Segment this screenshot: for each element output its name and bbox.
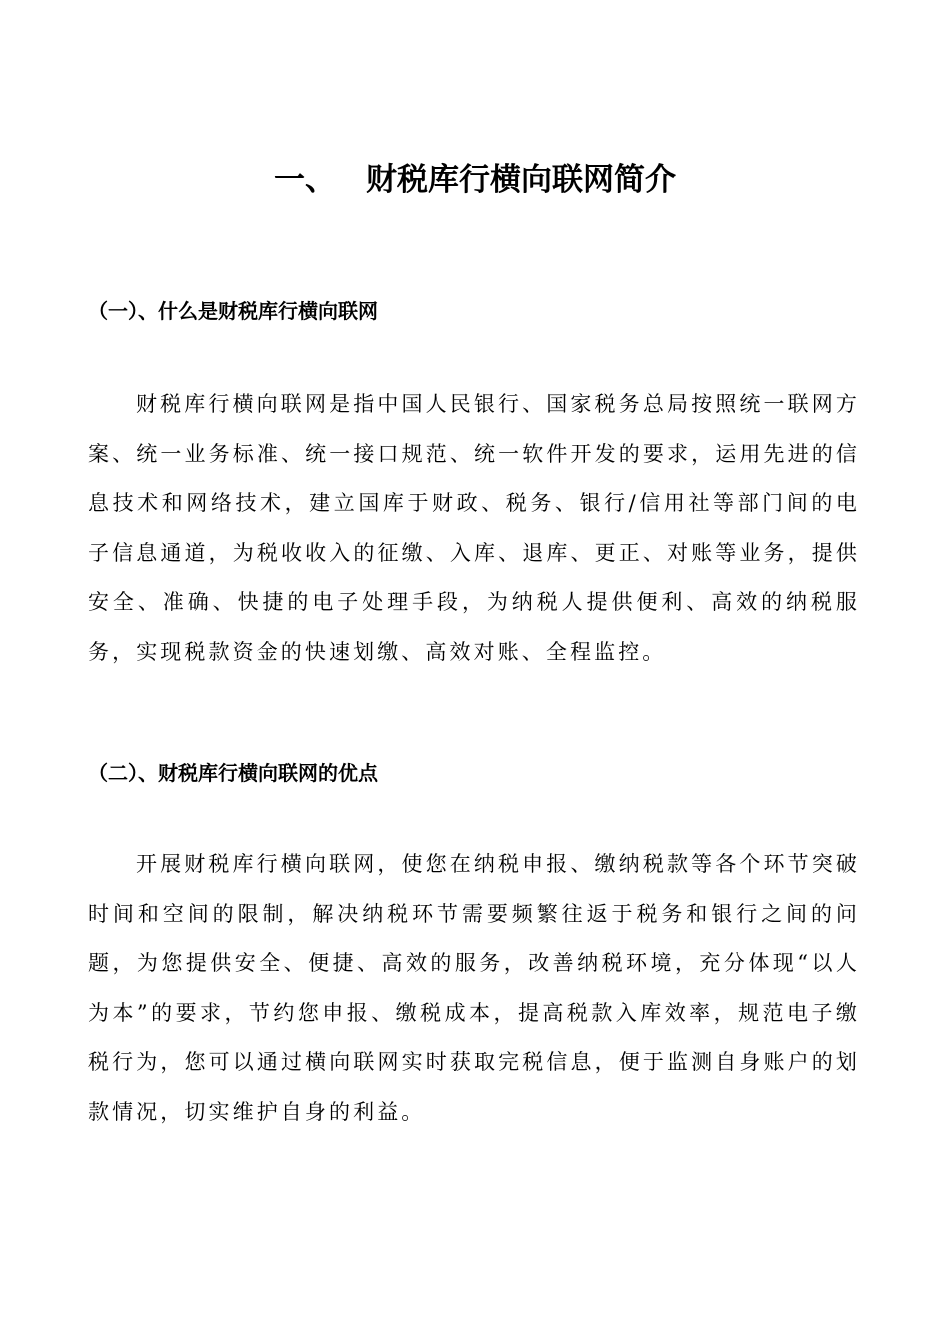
page-title	[0, 152, 950, 208]
section-body-1: 财税库行横向联网是指中国人民银行、国家税务总局按照统一联网方案、统一业务标准、统一接口规范、统一软件开发的要求，运用先进的信息技术和网络技术，建立国库于财政、税务、银行/信用社等部门间的电子信息通道，为税收收入的征缴、入库、退库、更正、对账等业务，提供安全、准确、快捷的电子处理手段，为纳税人提供便利、高效的纳税服务，实现税款资金的快速划缴、高效对账、全程监控。	[88, 392, 860, 664]
section-heading-1: （一）、什么是财税库行横向联网	[88, 299, 378, 323]
section-body-2: 开展财税库行横向联网，使您在纳税申报、缴纳税款等各个环节突破时间和空间的限制，解决纳税环节需要频繁往返于税务和银行之间的问题，为您提供安全、便捷、高效的服务，改善纳税环境，充分体现“以人为本”的要求，节约您申报、缴税成本，提高税款入库效率，规范电子缴税行为，您可以通过横向联网实时获取完税信息，便于监测自身账户的划款情况，切实维护自身的利益。	[88, 852, 860, 1124]
title-text: 财税库行横向联网简介	[366, 162, 676, 198]
title-number: 一、	[274, 162, 336, 198]
section-heading-2: （二）、财税库行横向联网的优点	[88, 761, 378, 785]
